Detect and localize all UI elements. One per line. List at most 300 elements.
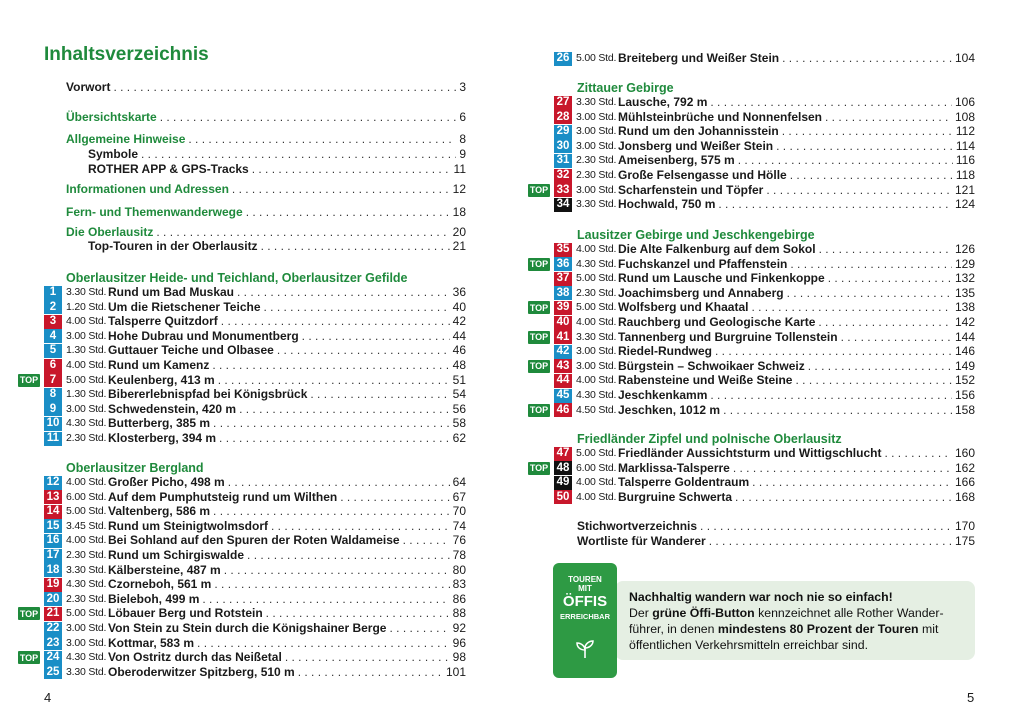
leader-dots (790, 257, 952, 272)
tour-name: Auf dem Pumphutsteig rund um Wilthen (108, 489, 338, 504)
tour-name: Hohe Dubrau und Monumentberg (108, 328, 299, 343)
leader-dots (239, 402, 450, 417)
tour-row (44, 343, 466, 358)
tour-name: Riedel-Rundweg (618, 344, 713, 359)
leader-dots (818, 315, 952, 330)
tour-page: 106 (954, 95, 975, 109)
leader-dots (808, 359, 952, 374)
tour-row (44, 475, 466, 490)
tour-duration: 2.30 Std. (66, 549, 107, 561)
tour-row (554, 490, 975, 505)
tour-name: Wolfsberg und Khaatal (618, 300, 749, 315)
tour-row (554, 197, 975, 212)
tour-duration: 3.00 Std. (66, 636, 107, 649)
tour-row (554, 153, 975, 168)
tour-page: 166 (954, 475, 975, 490)
tour-name: Rund um Bad Muskau (108, 285, 235, 299)
tour-row (554, 183, 975, 198)
tour-number: 21 (44, 607, 62, 621)
tour-row (554, 344, 975, 359)
leader-dots (252, 162, 451, 177)
tour-duration: 4.00 Std. (576, 476, 617, 489)
tour-row (554, 315, 975, 330)
tour-number: 34 (554, 198, 572, 212)
tour-number: 29 (554, 125, 572, 139)
page-number: 4 (44, 690, 52, 705)
top-tour-badge: TOP (529, 185, 549, 196)
leader-dots (735, 490, 952, 505)
leader-dots (709, 534, 952, 549)
tour-page: 114 (955, 138, 975, 153)
tour-number: 9 (44, 402, 62, 416)
leader-dots (202, 592, 449, 607)
leader-dots (261, 239, 450, 254)
tour-page: 160 (954, 446, 975, 460)
top-tour-badge: TOP (19, 375, 39, 386)
leader-dots (340, 490, 449, 505)
section-heading: Friedländer Zipfel und polnische Oberlausitz (577, 432, 842, 446)
top-tour-badge: TOP (529, 361, 549, 372)
tour-number: 24 (44, 651, 62, 665)
tour-row (44, 504, 466, 519)
tour-duration: 3.00 Std. (576, 183, 617, 196)
tour-row (44, 490, 466, 505)
tour-name: Guttauer Teiche und Olbasee (108, 343, 274, 358)
leader-dots (298, 665, 443, 680)
section-heading: Lausitzer Gebirge und Jeschkengebirge (577, 228, 815, 242)
leader-dots (113, 80, 456, 95)
tour-page: 54 (452, 387, 466, 402)
tour-row (554, 461, 975, 476)
tour-page: 44 (452, 328, 466, 343)
tour-name: Mühlsteinbrüche und Nonnenfelsen (618, 109, 823, 124)
tour-name: Scharfenstein und Töpfer (618, 182, 764, 197)
tour-row (554, 373, 975, 388)
tour-name: Von Ostritz durch das Neißetal (108, 650, 282, 665)
tour-name: Die Alte Falkenburg auf dem Sokol (618, 242, 816, 256)
tour-page: 80 (452, 562, 466, 577)
tour-page: 149 (954, 358, 975, 373)
toc-entry-page: 21 (452, 239, 466, 253)
leader-dots (266, 606, 450, 621)
tour-duration: 4.00 Std. (66, 534, 107, 547)
tour-row (554, 124, 975, 139)
tour-page: 92 (452, 621, 466, 635)
toc-entry-page: 18 (452, 205, 466, 219)
tour-page: 98 (452, 650, 466, 665)
leader-dots (828, 271, 952, 286)
tour-number: 22 (44, 622, 62, 636)
tour-page: 62 (452, 431, 466, 445)
tour-name: Löbauer Berg und Rotstein (108, 606, 263, 621)
leader-dots (264, 300, 450, 315)
top-tour-badge: TOP (529, 302, 549, 313)
tour-name: Rund um Lausche und Finkenkoppe (618, 271, 825, 286)
tour-page: 118 (955, 168, 975, 182)
tour-name: Bürgstein – Schwoikaer Schweiz (618, 358, 805, 373)
promo-text-bold: mindestens 80 Prozent der Touren (717, 622, 919, 636)
toc-entry-label: Vorwort (66, 80, 111, 94)
toc-entry-label: ROTHER APP & GPS-Tracks (88, 162, 249, 176)
tour-page: 124 (954, 197, 975, 212)
tour-number: 19 (44, 578, 62, 592)
tour-name: Marklissa-Talsperre (618, 460, 730, 475)
tour-number: 47 (554, 447, 572, 461)
leader-dots (221, 314, 450, 329)
tour-name: Jonsberg und Weißer Stein (618, 138, 774, 153)
tour-duration: 5.00 Std. (66, 607, 107, 620)
tour-name: Ameisenberg, 575 m (618, 153, 735, 168)
tour-row (554, 403, 975, 418)
tour-name: Schwedenstein, 420 m (108, 401, 237, 416)
tour-duration: 5.00 Std. (576, 447, 617, 459)
tour-page: 162 (954, 460, 975, 475)
tour-page: 108 (954, 109, 975, 124)
tour-page: 36 (452, 285, 466, 299)
promo-text-part: Der (629, 606, 653, 620)
toc-entry (66, 110, 466, 125)
tour-page: 126 (954, 242, 975, 256)
tour-name: Butterberg, 385 m (108, 416, 211, 431)
tour-number: 17 (44, 549, 62, 563)
leader-dots (752, 475, 952, 490)
tour-number: 10 (44, 417, 62, 431)
toc-entry-page: 3 (459, 80, 466, 94)
leader-dots (782, 124, 953, 139)
leader-dots (228, 475, 450, 490)
tour-name: Bei Sohland auf den Spuren der Roten Waldameise (108, 533, 400, 548)
tour-name: Kälbersteine, 487 m (108, 562, 221, 577)
tour-row (554, 95, 975, 110)
toc-entry-page: 175 (954, 534, 975, 548)
tour-name: Jeschken, 1012 m (618, 402, 721, 417)
top-tour-badge: TOP (529, 405, 549, 416)
leader-dots (718, 197, 952, 212)
tour-page: 96 (452, 635, 466, 650)
tour-duration: 4.30 Std. (576, 389, 617, 401)
tour-row (44, 285, 466, 300)
tour-row (554, 139, 975, 154)
tour-name: Kottmar, 583 m (108, 635, 195, 650)
tour-name: Talsperre Goldentraum (618, 475, 750, 490)
leader-dots (310, 387, 449, 402)
tour-row (554, 330, 975, 345)
tour-row (44, 358, 466, 373)
tour-duration: 3.45 Std. (66, 519, 107, 532)
tour-page: 101 (445, 664, 466, 679)
toc-entry-page: 8 (459, 132, 466, 146)
promo-text-part: kennzeichnet alle Rother Wander-führer, in denen (629, 606, 944, 636)
tour-name: Rund um den Johannisstein (618, 124, 779, 139)
tour-page: 64 (452, 475, 466, 489)
toc-entry (88, 162, 466, 177)
tour-page: 129 (954, 256, 975, 271)
toc-entry-label: Symbole (88, 147, 139, 161)
tour-duration: 2.30 Std. (66, 592, 107, 605)
tour-name: Hochwald, 750 m (618, 197, 716, 212)
toc-entry-page: 12 (452, 182, 466, 196)
tour-number: 12 (44, 476, 62, 490)
tour-name: Rabensteine und Weiße Steine (618, 373, 793, 388)
tour-page: 58 (452, 416, 466, 431)
tour-row (554, 51, 975, 66)
leader-dots (738, 153, 953, 168)
tour-number: 40 (554, 316, 572, 330)
tour-number: 26 (554, 52, 572, 66)
leader-dots (389, 621, 449, 636)
tour-page: 112 (955, 124, 975, 139)
leader-dots (232, 182, 450, 197)
leader-dots (795, 373, 951, 388)
tour-duration: 2.30 Std. (576, 169, 617, 181)
tour-duration: 3.30 Std. (576, 330, 617, 343)
tour-name: Rund um Steinigtwolmsdorf (108, 518, 268, 533)
leader-dots (237, 285, 450, 300)
leader-dots (782, 51, 952, 66)
leader-dots (819, 242, 952, 257)
tour-duration: 3.00 Std. (66, 329, 107, 342)
leader-dots (247, 548, 450, 563)
tour-row (44, 548, 466, 563)
tour-duration: 1.20 Std. (66, 300, 107, 313)
tour-row (44, 329, 466, 344)
tour-row (44, 416, 466, 431)
toc-entry (66, 182, 466, 197)
tour-duration: 3.30 Std. (66, 563, 107, 576)
tour-duration: 5.00 Std. (576, 52, 617, 64)
tour-duration: 4.50 Std. (576, 403, 617, 416)
toc-entry-page: 6 (459, 110, 466, 124)
tour-duration: 1.30 Std. (66, 388, 107, 401)
leader-dots (710, 388, 952, 403)
tour-duration: 3.00 Std. (576, 125, 617, 138)
tour-name: Rund um Schirgiswalde (108, 548, 245, 562)
tour-number: 46 (554, 403, 572, 417)
tour-number: 49 (554, 476, 572, 490)
tour-name: Breiteberg und Weißer Stein (618, 51, 780, 65)
tour-number: 44 (554, 374, 572, 388)
tour-row (44, 402, 466, 417)
tour-row (44, 314, 466, 329)
page-number: 5 (967, 690, 975, 705)
tour-page: 74 (452, 518, 466, 533)
tour-name: Von Stein zu Stein durch die Königshainer Berge (108, 621, 387, 635)
top-tour-badge: TOP (529, 463, 549, 474)
tour-page: 76 (452, 533, 466, 548)
tour-name: Rund um Kamenz (108, 358, 210, 372)
tour-number: 28 (554, 110, 572, 124)
tour-duration: 4.00 Std. (576, 490, 617, 503)
tour-row (554, 286, 975, 301)
leader-dots (218, 373, 450, 388)
leader-dots (710, 95, 952, 110)
badge-line: TOUREN (568, 575, 602, 584)
promo-text (629, 589, 969, 653)
tour-row (44, 533, 466, 548)
toc-entry-page: 170 (954, 519, 975, 533)
tour-name: Tannenberg und Burgruine Tollenstein (618, 329, 838, 344)
badge-erreichbar: ERREICHBAR (559, 612, 610, 621)
tour-number: 48 (554, 461, 572, 475)
leader-dots (776, 139, 953, 154)
tour-row (44, 606, 466, 621)
leader-dots (700, 519, 952, 534)
tour-name: Um die Rietschener Teiche (108, 299, 261, 314)
tour-duration: 4.00 Std. (576, 374, 617, 387)
tour-duration: 4.30 Std. (66, 417, 107, 430)
tour-number: 35 (554, 243, 572, 257)
tour-name: Rauchberg und Geologische Karte (618, 315, 816, 329)
tour-name: Fuchskanzel und Pfaffenstein (618, 256, 788, 271)
tour-number: 38 (554, 286, 572, 300)
toc-entry (577, 519, 975, 534)
tour-row (554, 242, 975, 257)
tour-page: 48 (452, 358, 466, 372)
tour-number: 1 (44, 286, 62, 300)
tour-page: 51 (452, 372, 466, 387)
tour-duration: 4.00 Std. (576, 316, 617, 328)
section-heading: Oberlausitzer Bergland (66, 461, 204, 475)
toc-entry (577, 534, 975, 549)
tour-duration: 1.30 Std. (66, 344, 107, 357)
tour-duration: 6.00 Std. (66, 490, 107, 503)
tour-number: 13 (44, 490, 62, 504)
leader-dots (156, 225, 449, 240)
toc-entry-label: Stichwortverzeichnis (577, 519, 698, 533)
tour-number: 8 (44, 388, 62, 402)
promo-headline: Nachhaltig wandern war noch nie so einfach! (629, 590, 893, 604)
tour-number: 45 (554, 389, 572, 403)
badge-text-top (553, 575, 617, 593)
toc-entry-label: Informationen und Adressen (66, 182, 229, 196)
tour-number: 7 (44, 373, 62, 387)
tour-page: 56 (452, 401, 466, 416)
tour-page: 152 (954, 373, 975, 388)
leader-dots (197, 636, 450, 651)
tour-duration: 5.00 Std. (66, 505, 107, 518)
toc-entry-label: Die Oberlausitz (66, 225, 154, 239)
tour-row (554, 168, 975, 183)
tour-number: 14 (44, 505, 62, 519)
tour-number: 20 (44, 592, 62, 606)
tour-page: 142 (954, 315, 975, 329)
tour-duration: 5.00 Std. (576, 272, 617, 285)
tour-name: Czorneboh, 561 m (108, 577, 212, 592)
tour-row (44, 621, 466, 636)
top-tour-badge: TOP (19, 652, 39, 663)
tour-number: 5 (44, 344, 62, 358)
tour-duration: 3.30 Std. (576, 96, 617, 108)
tour-row (44, 300, 466, 315)
leader-dots (141, 147, 456, 162)
leader-dots (212, 358, 449, 373)
tour-number: 41 (554, 330, 572, 344)
tour-number: 15 (44, 519, 62, 533)
tour-page: 156 (954, 388, 975, 402)
tour-page: 138 (954, 300, 975, 315)
tour-duration: 4.30 Std. (66, 651, 107, 664)
tour-row (44, 563, 466, 578)
leader-dots (790, 168, 953, 183)
leader-dots (224, 563, 450, 578)
tour-page: 78 (452, 548, 466, 562)
leader-dots (715, 344, 952, 359)
tour-duration: 2.30 Std. (66, 432, 107, 444)
tour-duration: 5.00 Std. (66, 373, 107, 386)
tour-row (44, 387, 466, 402)
leader-dots (271, 519, 450, 534)
toc-entry (88, 239, 466, 254)
tour-page: 104 (954, 51, 975, 65)
tour-page: 86 (452, 591, 466, 606)
tour-duration: 3.00 Std. (576, 345, 617, 358)
tour-page: 168 (954, 489, 975, 504)
leader-dots (884, 446, 952, 461)
toc-entry-label: Fern- und Themenwanderwege (66, 205, 243, 219)
leader-dots (213, 416, 450, 431)
tour-duration: 2.30 Std. (576, 286, 617, 299)
toc-entry (66, 132, 466, 147)
section-heading: Oberlausitzer Heide- und Teichland, Oberlausitzer Gefilde (66, 271, 408, 285)
tour-number: 32 (554, 169, 572, 183)
tour-name: Bibererlebnispfad bei Königsbrück (108, 387, 308, 402)
leader-dots (214, 577, 449, 592)
tour-number: 39 (554, 301, 572, 315)
leader-dots (403, 533, 450, 548)
tour-number: 31 (554, 154, 572, 168)
toc-entry (66, 205, 466, 220)
tour-name: Burgruine Schwerta (618, 489, 733, 504)
tour-page: 46 (452, 343, 466, 358)
tour-number: 50 (554, 490, 572, 504)
tour-duration: 4.00 Std. (66, 315, 107, 328)
top-tour-badge: TOP (529, 332, 549, 343)
tour-number: 2 (44, 300, 62, 314)
tour-row (44, 636, 466, 651)
tour-row (44, 650, 466, 665)
tour-name: Joachimsberg und Annaberg (618, 285, 784, 300)
tour-page: 116 (955, 153, 975, 168)
tour-name: Lausche, 792 m (618, 95, 708, 109)
tour-page: 88 (452, 606, 466, 621)
leader-dots (723, 403, 952, 418)
tour-row (554, 388, 975, 403)
tour-number: 11 (44, 432, 62, 446)
tour-duration: 3.30 Std. (66, 286, 107, 298)
toc-entry-label: Wortliste für Wanderer (577, 534, 706, 548)
leader-dots (213, 504, 450, 519)
tour-row (44, 592, 466, 607)
tour-duration: 3.00 Std. (576, 110, 617, 123)
leader-dots (277, 343, 450, 358)
leader-dots (841, 330, 952, 345)
tour-page: 146 (954, 344, 975, 359)
toc-entry (66, 225, 466, 240)
tour-name: Friedländer Aussichtsturm und Wittigschlucht (618, 446, 882, 460)
leader-dots (733, 461, 952, 476)
promo-text-bold: grüne Öffi-Button (652, 606, 755, 620)
leaf-icon (574, 638, 596, 660)
tour-name: Bieleboh, 499 m (108, 591, 200, 606)
toc-entry-label: Übersichtskarte (66, 110, 157, 124)
tour-duration: 4.00 Std. (576, 243, 617, 255)
tour-row (554, 110, 975, 125)
tour-row (554, 271, 975, 286)
toc-entry-page: 11 (453, 162, 466, 176)
tour-number: 25 (44, 665, 62, 679)
oeffi-promo-box (553, 563, 975, 678)
tour-row (554, 359, 975, 374)
